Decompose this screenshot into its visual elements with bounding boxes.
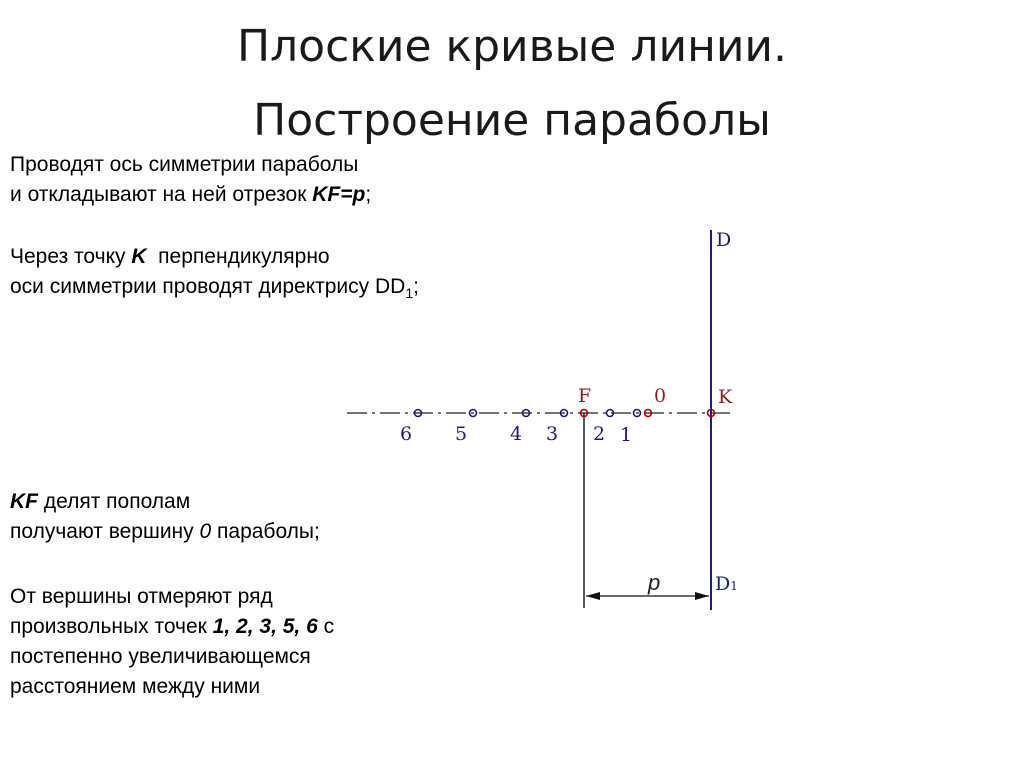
directrix-top-label: D xyxy=(716,229,732,251)
text-fragment: Через точку xyxy=(10,245,132,268)
title-line-1: Плоские кривые линии. xyxy=(236,21,788,72)
dimension-arrow-right xyxy=(695,592,709,600)
text-fragment: и откладывают на ней отрезок xyxy=(10,183,313,206)
point-3-label: 3 xyxy=(546,423,559,445)
text-fragment: перпендикулярно xyxy=(146,245,330,268)
text-fragment: делят пополам xyxy=(38,490,191,513)
dimension-p-label: p xyxy=(648,570,661,595)
dimension-arrow-left xyxy=(586,592,600,600)
point-2-label: 2 xyxy=(593,423,606,445)
points-list-label: 1, 2, 3, 5, 6 xyxy=(212,615,318,638)
step-points-line-3: постепенно увеличивающемся xyxy=(10,645,311,668)
point-4-label: 4 xyxy=(510,423,523,445)
subscript-1: 1 xyxy=(405,285,414,302)
step-points-line-4: расстоянием между ними xyxy=(10,675,261,698)
point-1-label: 1 xyxy=(620,424,633,446)
step-axis-line-1: Проводят ось симметрии параболы xyxy=(10,153,359,176)
point-k-diagram-label: K xyxy=(718,386,733,408)
focus-f-label: F xyxy=(578,385,592,407)
point-5-label: 5 xyxy=(455,423,468,445)
text-fragment: ; xyxy=(365,183,372,206)
segment-kf-label: KF xyxy=(10,490,38,513)
point-k-label: K xyxy=(131,245,147,268)
vertex-zero-label: 0 xyxy=(199,520,212,543)
text-fragment: параболы; xyxy=(211,520,320,543)
directrix-bottom-main: D xyxy=(715,573,731,595)
text-fragment: произвольных точек xyxy=(10,615,213,638)
text-fragment: получают вершину xyxy=(10,520,200,543)
point-6-label: 6 xyxy=(400,423,413,445)
text-fragment: с xyxy=(317,615,335,638)
directrix-bottom-sub: 1 xyxy=(730,579,738,593)
segment-kf-label: KF=p xyxy=(312,183,366,206)
directrix-bottom-label xyxy=(715,573,738,595)
step-points-line-1: От вершины отмеряют ряд xyxy=(10,585,273,608)
text-fragment: оси симметрии проводят директрису DD xyxy=(10,275,406,298)
title-line-2: Построение параболы xyxy=(253,95,771,146)
vertex-0-label: 0 xyxy=(654,385,667,407)
text-fragment: ; xyxy=(413,275,419,298)
